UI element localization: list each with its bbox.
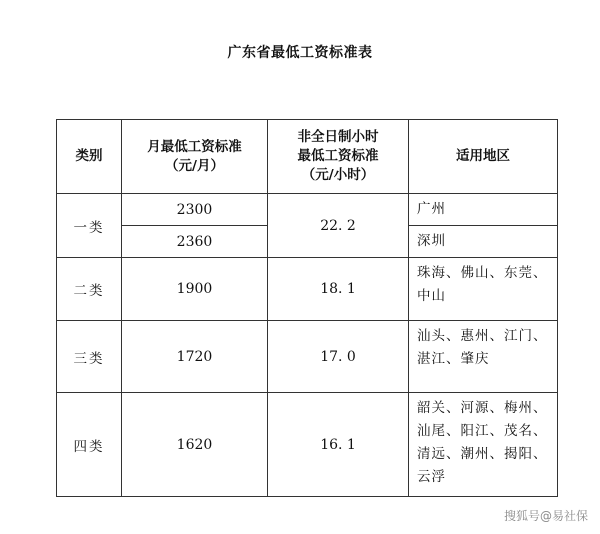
header-hourly bbox=[268, 120, 409, 194]
header-region: 适用地区 bbox=[409, 120, 558, 194]
header-hourly-line1: 非全日制小时 bbox=[297, 129, 379, 145]
region-line: 韶关、河源、梅州、 bbox=[417, 400, 548, 416]
category-cell: 一类 bbox=[57, 194, 122, 258]
header-hourly-line2: 最低工资标准 bbox=[297, 148, 379, 164]
monthly-cell: 1900 bbox=[122, 258, 268, 321]
table-row bbox=[57, 194, 558, 226]
minimum-wage-table bbox=[56, 119, 558, 497]
header-monthly bbox=[122, 120, 268, 194]
table-header-row bbox=[57, 120, 558, 194]
region-line: 汕尾、阳江、茂名、 bbox=[417, 423, 548, 439]
hourly-cell: 16. 1 bbox=[268, 393, 409, 497]
region-line: 珠海、佛山、东莞、 bbox=[417, 265, 548, 281]
region-line: 湛江、肇庆 bbox=[417, 351, 490, 367]
region-line: 汕头、惠州、江门、 bbox=[417, 328, 548, 344]
category-cell: 四类 bbox=[57, 393, 122, 497]
region-cell bbox=[409, 321, 558, 393]
hourly-cell: 18. 1 bbox=[268, 258, 409, 321]
header-category: 类别 bbox=[57, 120, 122, 194]
category-cell: 三类 bbox=[57, 321, 122, 393]
monthly-cell: 1720 bbox=[122, 321, 268, 393]
category-cell: 二类 bbox=[57, 258, 122, 321]
table-row bbox=[57, 321, 558, 393]
header-monthly-line1: 月最低工资标准 bbox=[147, 138, 242, 155]
region-line: 清远、潮州、揭阳、 bbox=[417, 446, 548, 462]
hourly-cell: 22. 2 bbox=[268, 194, 409, 258]
region-cell bbox=[409, 393, 558, 497]
table-row bbox=[57, 258, 558, 321]
region-line: 中山 bbox=[417, 288, 446, 304]
region-cell: 广州 bbox=[409, 194, 558, 226]
watermark: 搜狐号@易社保 bbox=[503, 509, 588, 523]
region-line: 云浮 bbox=[417, 469, 446, 485]
header-monthly-line2: （元/月） bbox=[165, 157, 224, 174]
monthly-cell: 2300 bbox=[122, 194, 268, 226]
page-title: 广东省最低工资标准表 bbox=[227, 45, 373, 61]
header-hourly-line3: （元/小时） bbox=[301, 167, 375, 183]
table-row bbox=[57, 393, 558, 497]
region-cell bbox=[409, 258, 558, 321]
monthly-cell: 1620 bbox=[122, 393, 268, 497]
monthly-cell: 2360 bbox=[122, 226, 268, 258]
region-cell: 深圳 bbox=[409, 226, 558, 258]
hourly-cell: 17. 0 bbox=[268, 321, 409, 393]
